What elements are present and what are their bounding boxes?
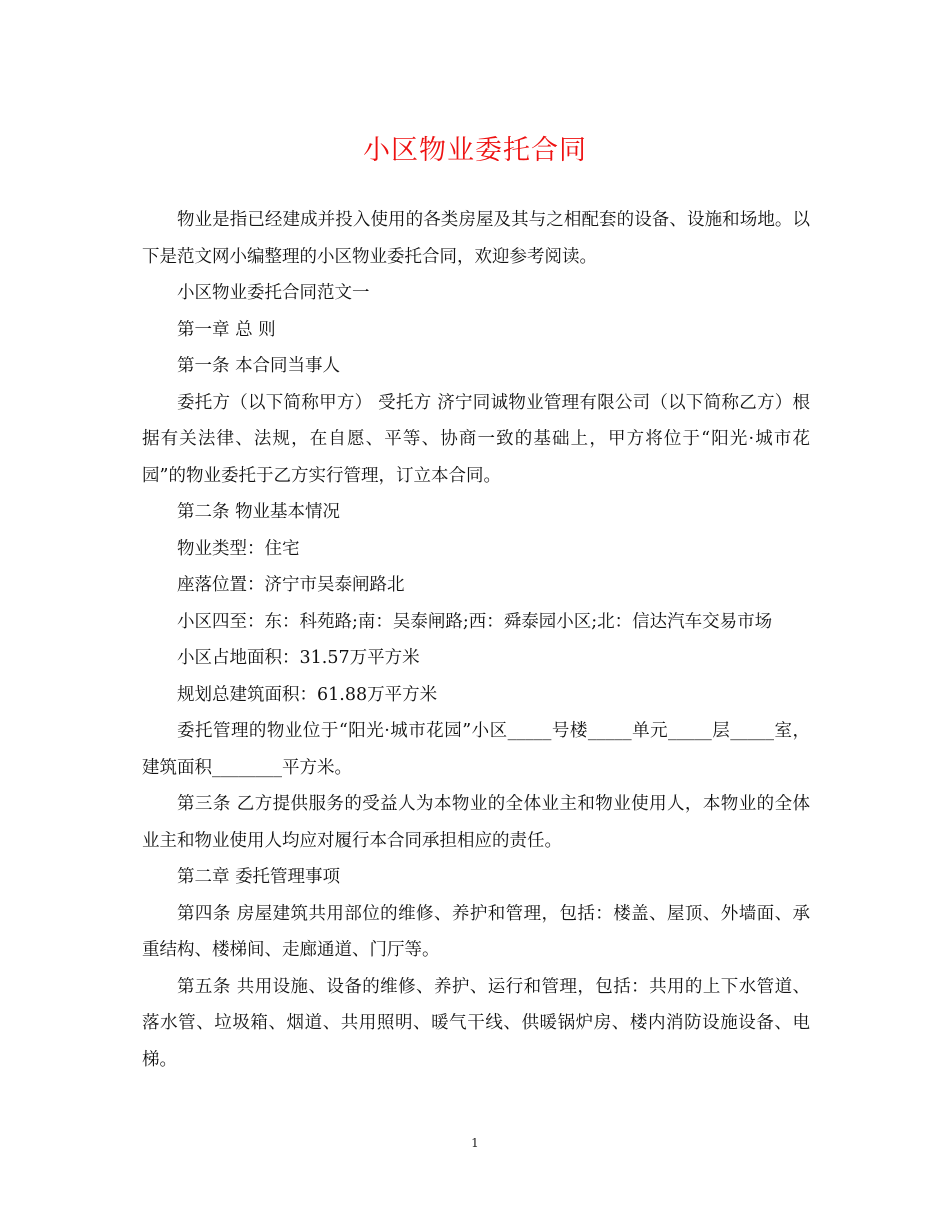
article-4-text: 第四条 房屋建筑共用部位的维修、养护和管理，包括：楼盖、屋顶、外墙面、承重结构、楼梯间、走廊通道、门厅等。	[142, 903, 810, 960]
property-location: 座落位置：济宁市吴泰闸路北	[177, 575, 405, 595]
article-5-text: 第五条 共用设施、设备的维修、养护、运行和管理，包括：共用的上下水管道、落水管、垃圾箱、烟道、共用照明、暖气干线、供暖锅炉房、楼内消防设施设备、电梯。	[142, 976, 810, 1070]
document-body	[142, 202, 810, 1078]
article-2-heading: 第二条 物业基本情况	[177, 502, 341, 522]
property-boundaries: 小区四至：东：科苑路;南：吴泰闸路;西：舜泰园小区;北：信达汽车交易市场	[177, 611, 773, 632]
land-area: 小区占地面积：31.57万平方米	[177, 648, 420, 668]
chapter-2-heading: 第二章 委托管理事项	[177, 867, 341, 887]
chapter-1-heading: 第一章 总 则	[177, 319, 276, 340]
page-number: 1	[471, 1136, 479, 1150]
sample-heading: 小区物业委托合同范文一	[177, 283, 370, 303]
article-1-heading: 第一条 本合同当事人	[177, 356, 341, 376]
property-type: 物业类型：住宅	[177, 538, 300, 559]
intro-paragraph: 物业是指已经建成并投入使用的各类房屋及其与之相配套的设备、设施和场地。以下是范文网小编整理的小区物业委托合同，欢迎参考阅读。	[142, 210, 810, 267]
article-3-text: 第三条 乙方提供服务的受益人为本物业的全体业主和物业使用人，本物业的全体业主和物业使用人均应对履行本合同承担相应的责任。	[142, 794, 810, 851]
building-area: 规划总建筑面积：61.88万平方米	[177, 684, 438, 705]
document-title: 小区物业委托合同	[363, 135, 587, 166]
article-1-text: 委托方（以下简称甲方） 受托方 济宁同诚物业管理有限公司（以下简称乙方）根据有关法律、法规，在自愿、平等、协商一致的基础上，甲方将位于“阳光·城市花园”的物业委托于乙方实行管理，订立本合同。	[142, 392, 810, 486]
managed-unit: 委托管理的物业位于“阳光·城市花园”小区_____号楼_____单元_____层_____室，建筑面积________平方米。	[142, 721, 810, 778]
